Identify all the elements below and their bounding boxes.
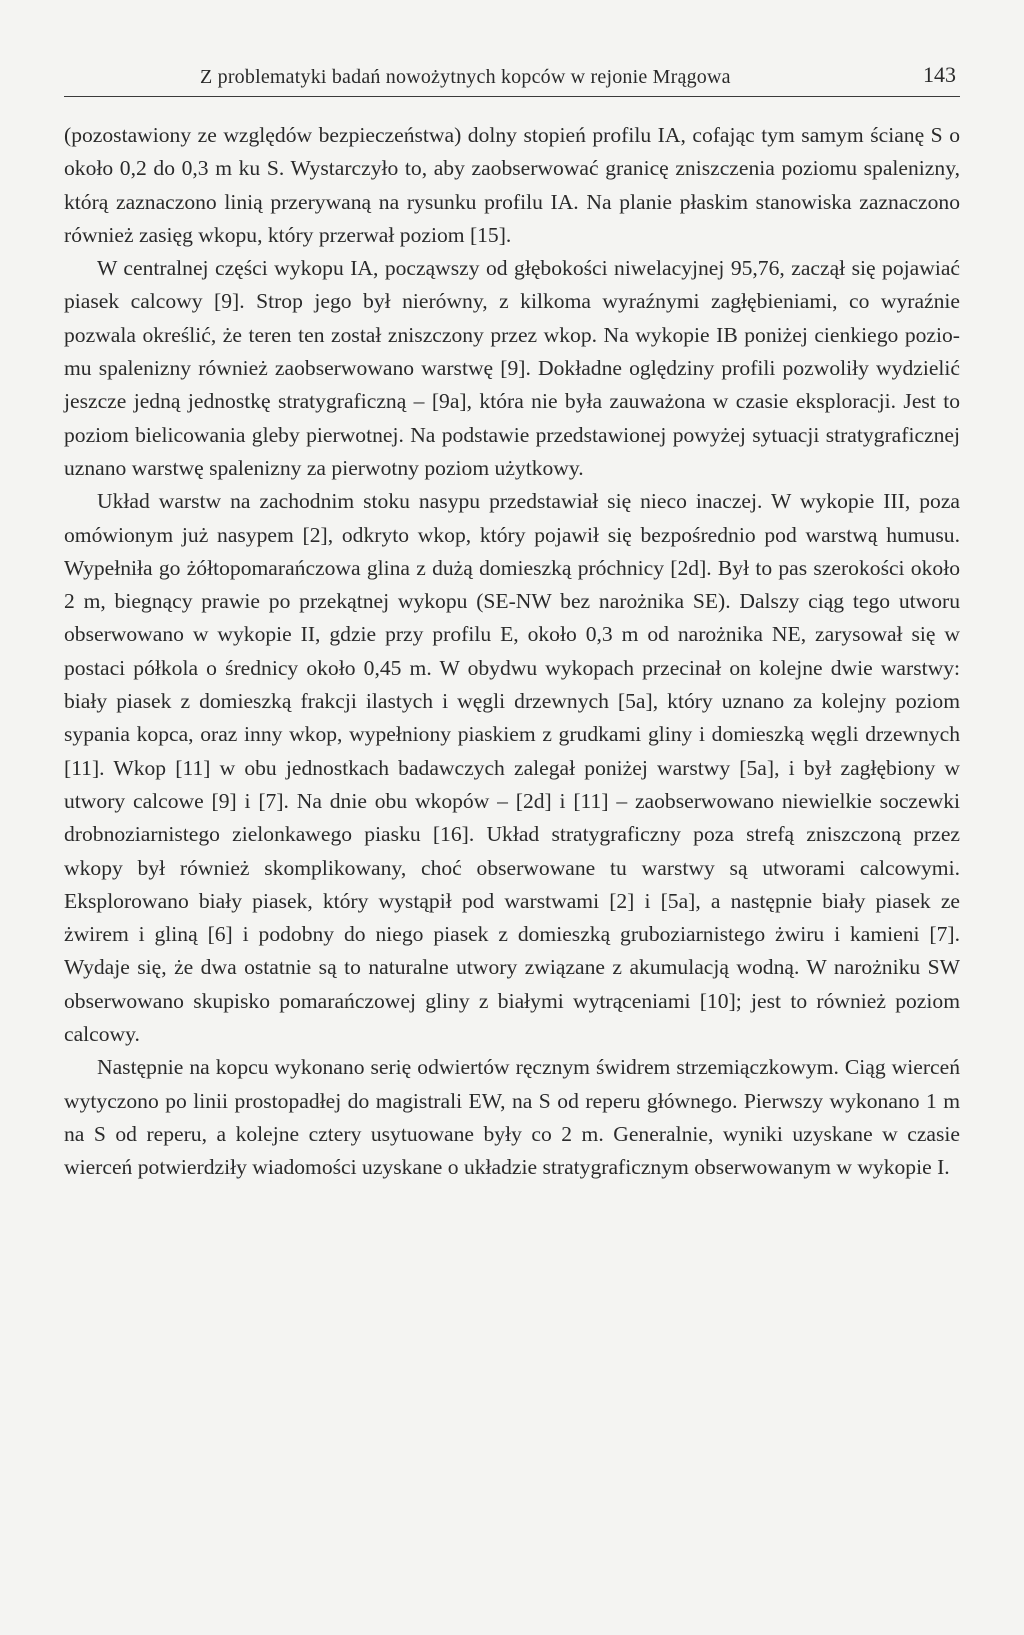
paragraph-2: W centralnej części wykopu IA, począwszy od głębokości niwelacyjnej 95,76, zaczął się pojawiać piasek calcowy [9]. Strop jego był nierówny, z kilkoma wyraźnymi zagłębieniami, co wyraźnie pozwala określić, że teren ten został zniszczony przez wkop. Na wykopie IB poniżej cienkiego poziomu spalenizny również zaobserwowano warstwę [9]. Dokładne oględziny profili pozwoliły wydzielić jeszcze jedną jednostkę stratygraficzną – [9a], która nie była zauważona w czasie eksploracji. Jest to poziom bielicowania gleby pierwotnej. Na podstawie przedstawionej powyżej sytuacji stratygraficznej uznano warstwę spalenizny za pierwotny poziom użytkowy. xyxy=(64,256,960,480)
running-title: Z problematyki badań nowożytnych kopców w rejonie Mrągowa xyxy=(200,66,731,88)
paragraph-1: (pozostawiony ze względów bezpieczeństwa) dolny stopień profilu IA, cofając tym samym ścianę S o około 0,2 do 0,3 m ku S. Wystarczyło to, aby zaobserwować granicę zniszczenia poziomu spalenizny, którą zaznaczono linią przerywaną na rysunku profilu IA. Na planie płaskim stanowiska zaznaczono również zasięg wkopu, który przerwał poziom [15]. xyxy=(64,123,960,247)
page-number: 143 xyxy=(923,62,956,87)
paragraph-4: Następnie na kopcu wykonano serię odwiertów ręcznym świdrem strzemiączkowym. Ciąg wierceń wytyczono po linii prostopadłej do magistrali EW, na S od reperu głównego. Pierwszy wykonano 1 m na S od reperu, a kolejne cztery usytuowane były co 2 m. Generalnie, wyniki uzyskane w czasie wierceń potwierdziły wiadomości uzyskane o układzie stratygraficznym obserwowanym w wykopie I. xyxy=(64,1055,960,1180)
paragraph-3: Układ warstw na zachodnim stoku nasypu przedstawiał się nieco inaczej. W wykopie III, poza omówionym już nasypem [2], odkryto wkop, który pojawił się bezpośrednio pod warstwą humusu. Wypełniła go żółtopomarańczowa glina z dużą domieszką próchnicy [2d]. Był to pas szerokości około 2 m, biegnący prawie po przekątnej wykopu (SE-NW bez narożnika SE). Dalszy ciąg tego utworu obserwowano w wykopie II, gdzie przy profilu E, około 0,3 m od narożnika NE, zarysował się w postaci półkola o średnicy około 0,45 m. W obydwu wykopach przecinał on kolejne dwie warstwy: biały piasek z domieszką frakcji ilastych i węgli drzewnych [5a], który uznano za kolejny poziom sypania kopca, oraz inny wkop, wypełniony piaskiem z grudkami gliny i domieszką węgli drzewnych [11]. Wkop [11] w obu jednostkach badawczych zalegał poniżej warstwy [5a], i był zagłębiony w utwory calcowe [9] i [7]. Na dnie obu wkopów – [2d] i [11] – zaobserwowano niewielkie soczewki drobnoziarnistego zielonkawego piasku [16]. Układ stratygraficzny poza strefą zniszczoną przez wkopy był również skomplikowany, choć obserwowane tu warstwy są utworami calcowymi. Eksplorowano biały piasek, który wystąpił pod warstwami [2] i [5a], a następnie biały piasek ze żwirem i gliną [6] i podobny do niego piasek z domieszką gruboziarnistego żwiru i kamieni [7]. Wydaje się, że dwa ostatnie są to naturalne utwory związane z akumulacją wodną. W narożniku SW obserwowano skupisko pomarańczowej gliny z białymi wytrąceniami [10]; jest to również poziom calcowy. xyxy=(64,489,960,1047)
running-header xyxy=(64,52,960,97)
body-text xyxy=(64,119,960,1185)
